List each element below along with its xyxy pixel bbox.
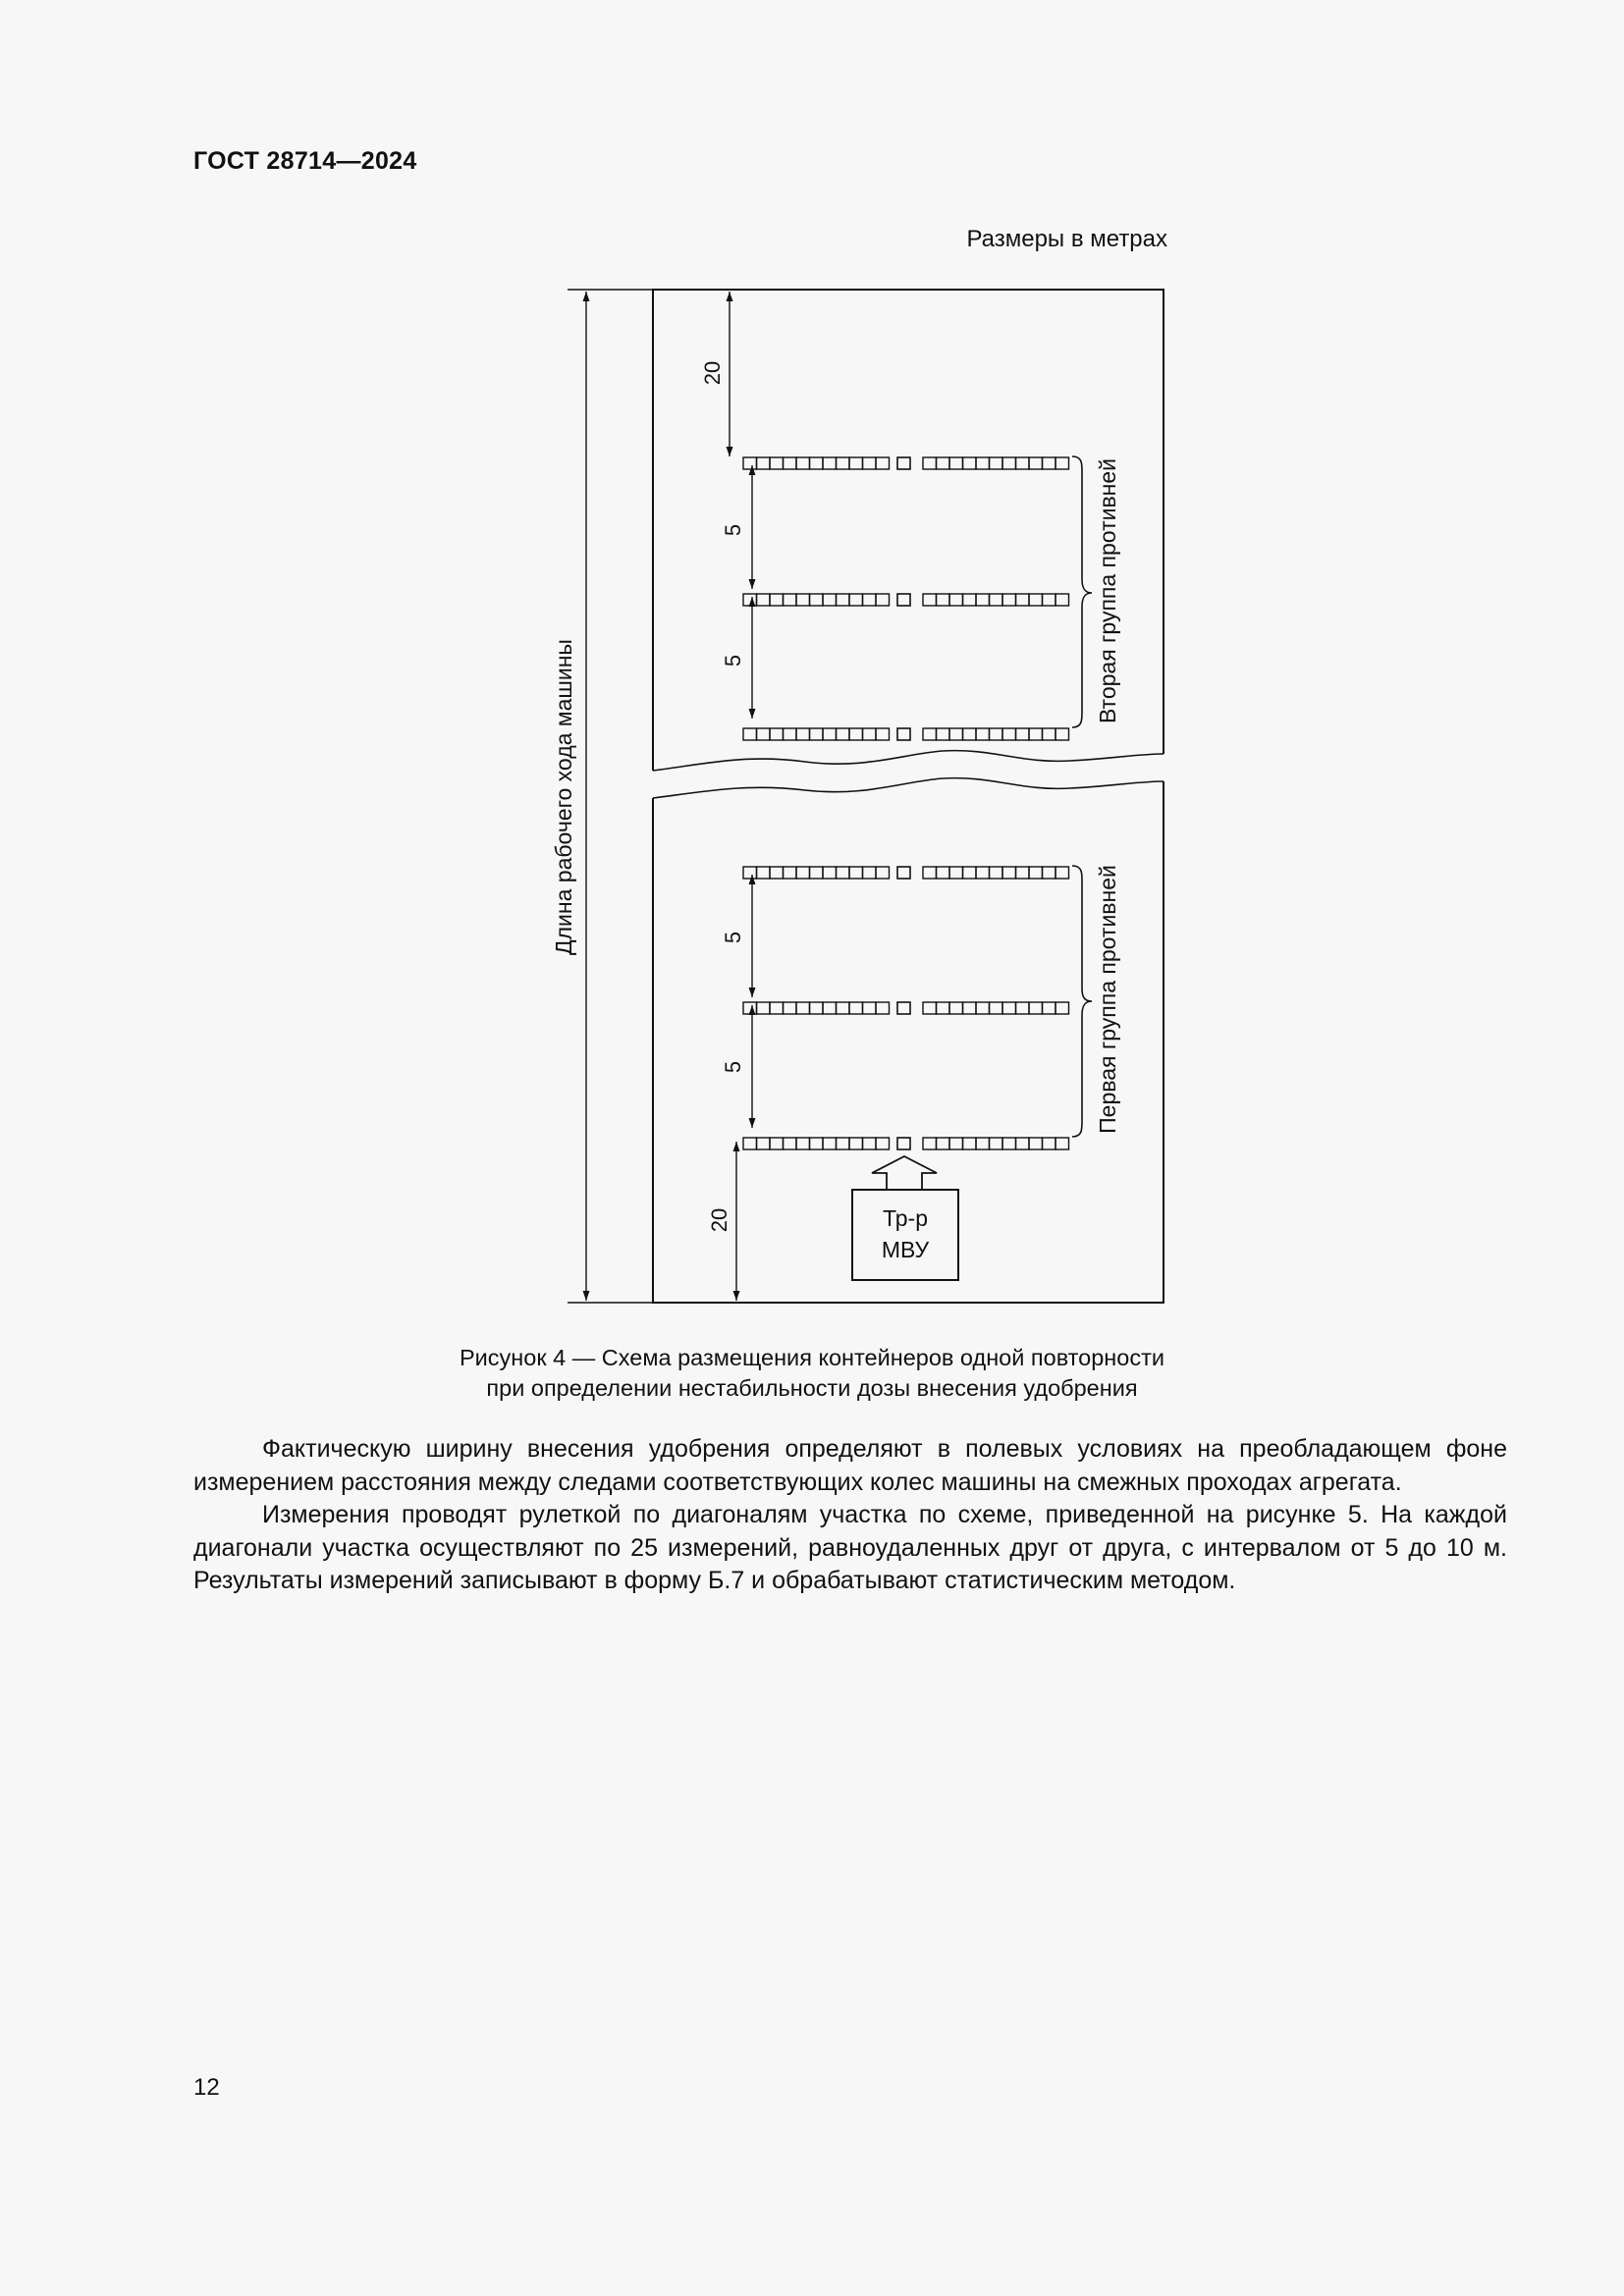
container-tray: [837, 457, 850, 469]
container-tray: [810, 594, 824, 606]
center-container: [897, 728, 910, 740]
container-tray: [837, 594, 850, 606]
container-tray: [949, 594, 963, 606]
container-tray: [770, 1138, 784, 1149]
container-tray: [796, 867, 810, 879]
container-tray: [810, 728, 824, 740]
document-header: ГОСТ 28714—2024: [193, 147, 417, 175]
container-tray: [863, 457, 877, 469]
container-tray: [937, 867, 950, 879]
container-tray: [990, 594, 1003, 606]
container-tray: [976, 867, 990, 879]
container-tray: [1043, 867, 1056, 879]
container-tray: [743, 867, 757, 879]
container-tray: [937, 728, 950, 740]
container-tray: [784, 594, 797, 606]
container-tray: [849, 867, 863, 879]
container-tray: [757, 867, 771, 879]
container-tray: [876, 867, 890, 879]
container-tray: [949, 1138, 963, 1149]
paragraph-1: Фактическую ширину внесения удобрения определяют в полевых условиях на преобладающем фоне измерением расстояния между следами соответствующих колес машины на смежных проходах агрегата.: [193, 1435, 1507, 1496]
container-tray: [1043, 594, 1056, 606]
container-tray: [823, 1002, 837, 1014]
container-tray: [757, 1138, 771, 1149]
container-tray: [937, 1138, 950, 1149]
container-tray: [1043, 1138, 1056, 1149]
container-row: [743, 867, 1069, 879]
container-tray: [963, 594, 977, 606]
container-tray: [1056, 1138, 1069, 1149]
break-line-lower: [653, 778, 1164, 798]
length-label: Длина рабочего хода машины: [551, 639, 576, 955]
container-tray: [743, 594, 757, 606]
container-tray: [976, 728, 990, 740]
dim-label-5-d: 5: [721, 1060, 745, 1074]
container-tray: [1016, 1002, 1030, 1014]
container-tray: [1056, 867, 1069, 879]
container-tray: [1002, 867, 1016, 879]
container-tray: [784, 728, 797, 740]
container-tray: [743, 1002, 757, 1014]
container-tray: [837, 1138, 850, 1149]
container-tray: [823, 1138, 837, 1149]
container-tray: [976, 1002, 990, 1014]
container-tray: [770, 867, 784, 879]
container-tray: [990, 1138, 1003, 1149]
container-tray: [963, 1002, 977, 1014]
container-tray: [876, 1002, 890, 1014]
container-tray: [837, 867, 850, 879]
group-label-first: Первая группа противней: [1095, 865, 1120, 1134]
container-row: [743, 728, 1069, 740]
container-tray: [1029, 1002, 1043, 1014]
container-tray: [1002, 457, 1016, 469]
body-text: [193, 1433, 1507, 1598]
center-container: [897, 1002, 910, 1014]
container-tray: [837, 1002, 850, 1014]
container-tray: [949, 1002, 963, 1014]
container-tray: [976, 594, 990, 606]
center-container: [897, 594, 910, 606]
container-tray: [1002, 1002, 1016, 1014]
container-tray: [990, 728, 1003, 740]
container-row: [743, 594, 1069, 606]
container-tray: [990, 867, 1003, 879]
container-tray: [949, 867, 963, 879]
container-row: [743, 1002, 1069, 1014]
container-tray: [1029, 457, 1043, 469]
container-tray: [784, 457, 797, 469]
units-note: Размеры в метрах: [966, 226, 1167, 252]
container-tray: [863, 1002, 877, 1014]
container-tray: [757, 728, 771, 740]
container-tray: [923, 867, 937, 879]
container-tray: [937, 594, 950, 606]
container-tray: [949, 728, 963, 740]
center-container: [897, 1138, 910, 1149]
container-tray: [963, 1138, 977, 1149]
container-tray: [784, 1002, 797, 1014]
container-tray: [1056, 1002, 1069, 1014]
container-tray: [770, 594, 784, 606]
container-tray: [1043, 728, 1056, 740]
container-tray: [863, 1138, 877, 1149]
dim-label-bottom-20: 20: [707, 1207, 731, 1233]
group-label-second: Вторая группа противней: [1095, 457, 1120, 724]
container-tray: [810, 457, 824, 469]
caption-line-1: Рисунок 4 — Схема размещения контейнеров одной повторности: [460, 1345, 1164, 1370]
container-rows: [743, 457, 1069, 1149]
container-tray: [849, 728, 863, 740]
container-tray: [823, 728, 837, 740]
container-tray: [863, 867, 877, 879]
container-tray: [823, 867, 837, 879]
container-tray: [1016, 728, 1030, 740]
container-tray: [810, 867, 824, 879]
container-tray: [796, 594, 810, 606]
container-tray: [770, 1002, 784, 1014]
container-tray: [923, 1002, 937, 1014]
container-tray: [876, 728, 890, 740]
container-tray: [876, 457, 890, 469]
container-tray: [823, 457, 837, 469]
center-container: [897, 457, 910, 469]
machine-label-line2: МВУ: [881, 1237, 930, 1262]
brace-bottom-group: [1072, 866, 1092, 1137]
container-tray: [923, 1138, 937, 1149]
machine-arrow: [872, 1156, 937, 1190]
container-tray: [937, 457, 950, 469]
container-tray: [1029, 728, 1043, 740]
container-tray: [863, 594, 877, 606]
container-tray: [1029, 867, 1043, 879]
container-tray: [849, 594, 863, 606]
container-row: [743, 457, 1069, 469]
page-number: 12: [193, 2074, 220, 2101]
container-tray: [849, 457, 863, 469]
dim-label-top-20: 20: [700, 360, 725, 386]
container-tray: [784, 867, 797, 879]
container-tray: [990, 457, 1003, 469]
container-tray: [876, 594, 890, 606]
container-tray: [1056, 457, 1069, 469]
dim-label-5-b: 5: [721, 654, 745, 667]
break-line-upper: [653, 751, 1164, 771]
container-tray: [1016, 867, 1030, 879]
container-tray: [784, 1138, 797, 1149]
container-tray: [743, 457, 757, 469]
machine-label-line1: Тр-р: [883, 1205, 928, 1231]
container-tray: [810, 1138, 824, 1149]
container-tray: [923, 457, 937, 469]
caption-line-2: при определении нестабильности дозы внесения удобрения: [486, 1375, 1138, 1401]
container-tray: [963, 728, 977, 740]
container-tray: [976, 1138, 990, 1149]
container-tray: [976, 457, 990, 469]
container-tray: [796, 1002, 810, 1014]
container-tray: [1002, 1138, 1016, 1149]
container-tray: [770, 457, 784, 469]
container-tray: [796, 728, 810, 740]
container-tray: [923, 728, 937, 740]
container-tray: [1056, 594, 1069, 606]
container-tray: [1029, 594, 1043, 606]
container-tray: [923, 594, 937, 606]
container-tray: [1016, 457, 1030, 469]
container-tray: [849, 1138, 863, 1149]
container-tray: [796, 1138, 810, 1149]
container-tray: [757, 457, 771, 469]
figure-caption: [0, 1343, 1624, 1404]
container-tray: [796, 457, 810, 469]
container-row: [743, 1138, 1069, 1149]
container-tray: [963, 867, 977, 879]
container-tray: [810, 1002, 824, 1014]
container-tray: [937, 1002, 950, 1014]
center-container: [897, 867, 910, 879]
container-tray: [1002, 594, 1016, 606]
container-tray: [1016, 1138, 1030, 1149]
container-tray: [1043, 457, 1056, 469]
container-tray: [823, 594, 837, 606]
container-tray: [1056, 728, 1069, 740]
container-tray: [1043, 1002, 1056, 1014]
container-tray: [949, 457, 963, 469]
container-tray: [1029, 1138, 1043, 1149]
container-tray: [863, 728, 877, 740]
container-tray: [1016, 594, 1030, 606]
container-tray: [837, 728, 850, 740]
paragraph-2: Измерения проводят рулеткой по диагоналям участка по схеме, приведенной на рисунке 5. На каждой диагонали участка осуществляют по 25 измерений, равноудаленных друг от друга, с интервалом от 5 до 10 м. Результаты измерений записывают в форму Б.7 и обрабатывают статистическим методом.: [193, 1501, 1507, 1594]
container-tray: [849, 1002, 863, 1014]
machine-box: [852, 1190, 958, 1280]
dim-label-5-c: 5: [721, 931, 745, 944]
dim-label-5-a: 5: [721, 523, 745, 537]
container-tray: [757, 1002, 771, 1014]
container-tray: [876, 1138, 890, 1149]
container-tray: [990, 1002, 1003, 1014]
container-tray: [743, 728, 757, 740]
brace-top-group: [1072, 456, 1092, 727]
container-tray: [770, 728, 784, 740]
container-tray: [1002, 728, 1016, 740]
container-tray: [963, 457, 977, 469]
container-tray: [757, 594, 771, 606]
container-tray: [743, 1138, 757, 1149]
